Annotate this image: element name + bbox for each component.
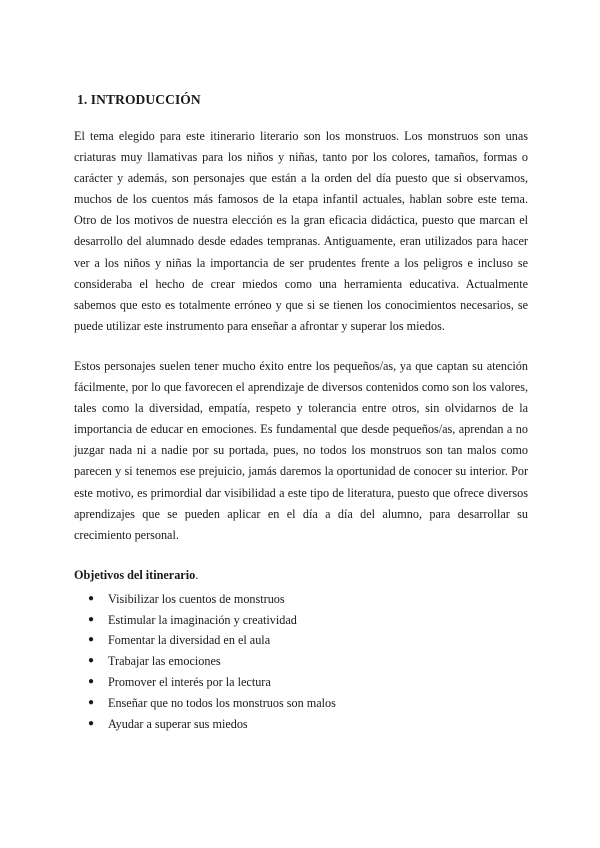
bullet-icon: ●: [88, 613, 95, 625]
bullet-icon: ●: [88, 717, 95, 729]
list-item: [74, 693, 528, 714]
bullet-icon: ●: [88, 655, 95, 667]
list-item-text: Trabajar las emociones: [108, 654, 221, 669]
list-item: [74, 589, 528, 610]
list-item-text: Enseñar que no todos los monstruos son malos: [108, 695, 336, 710]
bullet-icon: ●: [88, 696, 95, 708]
objectives-list: [74, 589, 528, 735]
bullet-icon: ●: [88, 592, 95, 604]
document-page: [74, 92, 528, 734]
section-heading: 1. INTRODUCCIÓN: [77, 92, 201, 107]
list-item: [74, 672, 528, 693]
objectives-title-text: Objetivos del itinerario: [74, 567, 196, 582]
list-item-text: Visibilizar los cuentos de monstruos: [108, 591, 285, 606]
list-item: [74, 651, 528, 672]
list-item-text: Fomentar la diversidad en el aula: [108, 633, 271, 648]
intro-paragraph-2: Estos personajes suelen tener mucho éxito entre los pequeños/as, ya que captan su atención fácilmente, por lo que favorecen el aprendizaje de diversos contenidos como son los valores, tales como la diversidad, empatía, respeto y tolerancia entre otros, sin olvidarnos de la importancia de educar en emociones. Es fundamental que desde pequeños/as, aprendan a no juzgar nada ni a nadie por su portada, pues, no todos los monstruos son tan malos como parecen y si tenemos ese prejuicio, jamás daremos la oportunidad de conocer su interior. Por este motivo, es primordial dar visibilidad a este tipo de literatura, puesto que ofrece diversos aprendizajes que se pueden aplicar en el día a día del alumno, para desarrollar su crecimiento personal.: [74, 358, 528, 542]
list-item: [74, 630, 528, 651]
list-item: [74, 714, 528, 735]
objectives-title: [74, 565, 528, 585]
intro-paragraph-1: El tema elegido para este itinerario literario son los monstruos. Los monstruos son unas criaturas muy llamativas para los niños y niñas, tanto por los colores, tamaños, formas o carácter y además, son personajes que están a la orden del día puesto que si observamos, muchos de los cuentos más famosos de la etapa infantil actuales, hablan sobre este tema. Otro de los motivos de nuestra elección es la gran eficacia didáctica, puesto que marcan el desarrollo del alumnado desde edades tempranas. Antiguamente, eran utilizados para hacer ver a los niños y niñas la importancia de ser prudentes frente a los peligros e incluso se consideraba el hecho de crear miedos como una herramienta educativa. Actualmente sabemos que esto es totalmente erróneo y que si se tienen los conocimientos necesarios, se puede utilizar este instrumento para enseñar a afrontar y superar los miedos.: [74, 129, 528, 333]
list-item-text: Promover el interés por la lectura: [108, 674, 271, 689]
list-item: [74, 610, 528, 631]
bullet-icon: ●: [88, 634, 95, 646]
list-item-text: Estimular la imaginación y creatividad: [108, 612, 297, 627]
bullet-icon: ●: [88, 675, 95, 687]
list-item-text: Ayudar a superar sus miedos: [108, 716, 248, 731]
objectives-title-suffix: .: [195, 567, 199, 582]
